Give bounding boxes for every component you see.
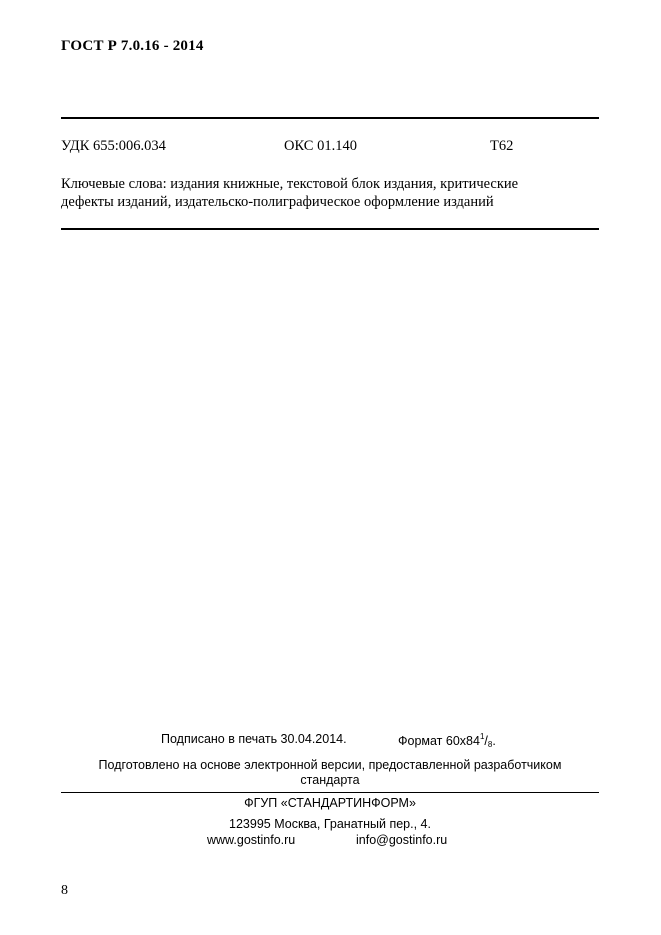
- email-link[interactable]: info@gostinfo.ru: [356, 833, 448, 847]
- page-number: 8: [61, 883, 68, 898]
- signed-to-print: Подписано в печать 30.04.2014.: [161, 732, 347, 746]
- prepared-line-1: Подготовлено на основе электронной версии, предоставленной разработчиком: [98, 758, 562, 772]
- imprint-divider: [61, 792, 599, 793]
- prepared-note: [61, 758, 599, 788]
- publisher-name: ФГУП «СТАНДАРТИНФОРМ»: [244, 796, 416, 810]
- keywords-line-1: Ключевые слова: издания книжные, текстовой блок издания, критические: [61, 176, 519, 192]
- classification-row: [61, 138, 599, 158]
- top-divider: [61, 117, 599, 119]
- oks-code: ОКС 01.140: [284, 138, 357, 154]
- keywords-line-2: дефекты изданий, издательско-полиграфическое оформление изданий: [61, 194, 494, 210]
- udk-code: УДК 655:006.034: [61, 138, 166, 154]
- keywords-block: [61, 175, 601, 211]
- format-numerator: 1: [479, 732, 485, 741]
- bottom-divider: [61, 228, 599, 230]
- category-code: Т62: [490, 138, 514, 154]
- publisher-address: 123995 Москва, Гранатный пер., 4.: [229, 817, 431, 831]
- prepared-line-2: стандарта: [300, 773, 360, 787]
- format-prefix: Формат 60x84: [398, 734, 480, 748]
- format-denominator: 8: [487, 740, 493, 749]
- format-end: .: [492, 734, 496, 748]
- print-info-row: [61, 732, 599, 750]
- format-slash: /: [484, 734, 488, 748]
- document-title: ГОСТ Р 7.0.16 - 2014: [61, 38, 204, 54]
- website-link[interactable]: www.gostinfo.ru: [207, 833, 296, 847]
- paper-format: [398, 732, 496, 749]
- contacts-row: [61, 833, 599, 849]
